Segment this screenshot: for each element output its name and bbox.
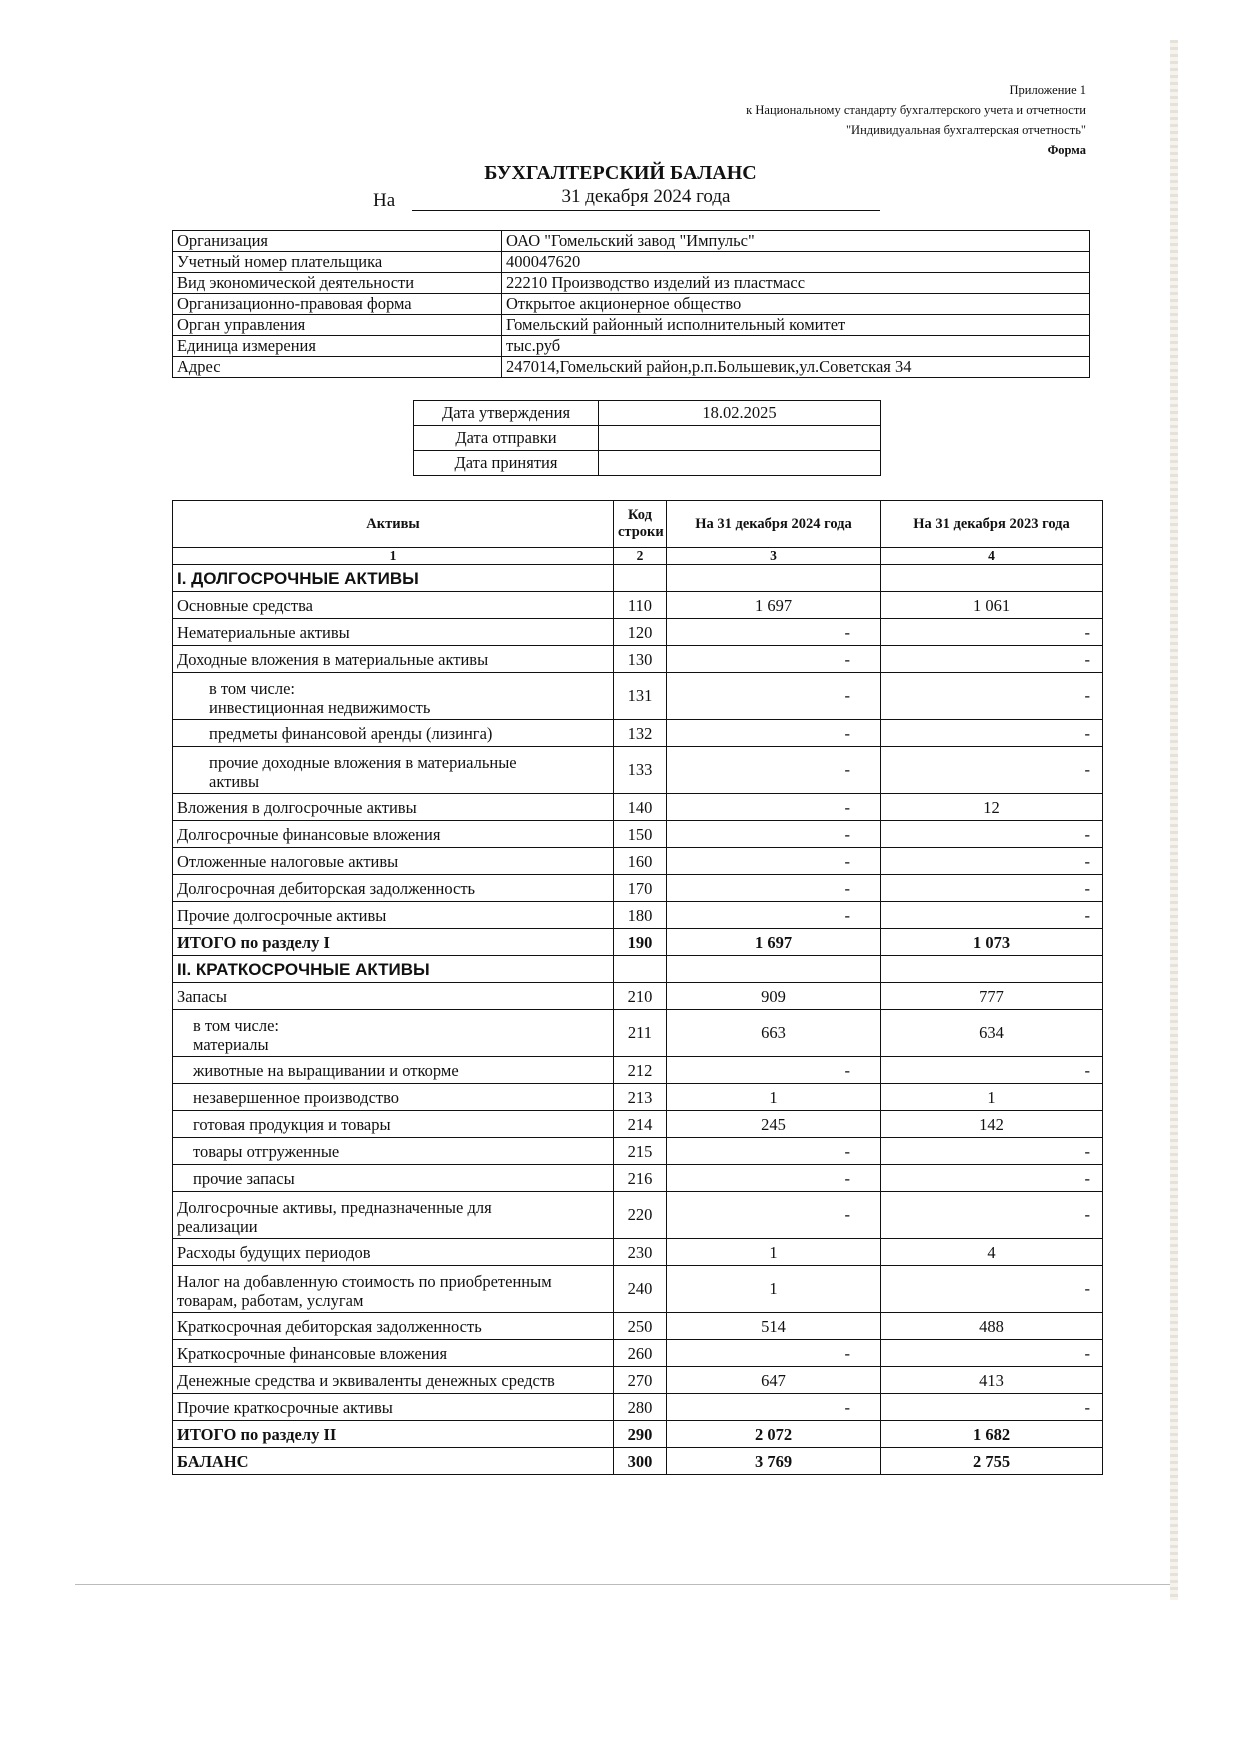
info-label: Вид экономической деятельности xyxy=(173,273,502,294)
row-code: 212 xyxy=(614,1057,667,1084)
balance-row xyxy=(173,821,1103,848)
header-2024: На 31 декабря 2024 года xyxy=(667,501,881,548)
info-row xyxy=(173,315,1090,336)
balance-row xyxy=(173,875,1103,902)
value-2024: 1 xyxy=(667,1266,881,1313)
row-code: 220 xyxy=(614,1192,667,1239)
total-row xyxy=(173,1448,1103,1475)
row-name: ИТОГО по разделу II xyxy=(177,1424,337,1444)
row-code: 140 xyxy=(614,794,667,821)
value-2023: - xyxy=(881,1340,1103,1367)
date-row xyxy=(414,401,881,426)
info-value: 22210 Производство изделий из пластмасс xyxy=(502,273,1090,294)
column-number: 2 xyxy=(614,548,667,565)
row-code: 180 xyxy=(614,902,667,929)
row-name: Запасы xyxy=(177,986,227,1006)
row-name: Основные средства xyxy=(177,595,313,615)
row-code: 120 xyxy=(614,619,667,646)
value-2023 xyxy=(881,956,1103,983)
value-2024: - xyxy=(667,1192,881,1239)
value-2024: - xyxy=(667,747,881,794)
row-name: товары отгруженные xyxy=(193,1141,340,1161)
row-code: 250 xyxy=(614,1313,667,1340)
annex-line-4: Форма xyxy=(1047,143,1086,157)
row-code: 270 xyxy=(614,1367,667,1394)
balance-row xyxy=(173,983,1103,1010)
row-code: 240 xyxy=(614,1266,667,1313)
value-2024: 909 xyxy=(667,983,881,1010)
value-2024 xyxy=(667,956,881,983)
info-label: Единица измерения xyxy=(173,336,502,357)
balance-table xyxy=(172,500,1103,1475)
value-2024 xyxy=(667,565,881,592)
value-2024: 1 697 xyxy=(667,592,881,619)
row-code: 260 xyxy=(614,1340,667,1367)
value-2023: - xyxy=(881,848,1103,875)
row-code: 133 xyxy=(614,747,667,794)
row-code xyxy=(614,956,667,983)
scan-edge xyxy=(1170,40,1178,1600)
balance-row xyxy=(173,902,1103,929)
info-label: Организация xyxy=(173,231,502,252)
row-name: Денежные средства и эквиваленты денежных средств xyxy=(177,1370,555,1390)
balance-row xyxy=(173,1165,1103,1192)
info-value: тыс.руб xyxy=(502,336,1090,357)
value-2024: 663 xyxy=(667,1010,881,1057)
value-2024: 1 xyxy=(667,1084,881,1111)
row-name-cell xyxy=(173,1084,614,1111)
value-2023: - xyxy=(881,646,1103,673)
row-name-cell xyxy=(173,1138,614,1165)
value-2024: - xyxy=(667,720,881,747)
row-name-cell xyxy=(173,1266,614,1313)
row-name: активы xyxy=(209,772,260,791)
value-2023: 12 xyxy=(881,794,1103,821)
row-name-cell xyxy=(173,1367,614,1394)
value-2024: - xyxy=(667,794,881,821)
row-code: 214 xyxy=(614,1111,667,1138)
value-2023: - xyxy=(881,875,1103,902)
row-code: 170 xyxy=(614,875,667,902)
row-name-cell xyxy=(173,983,614,1010)
balance-row xyxy=(173,720,1103,747)
balance-row xyxy=(173,794,1103,821)
info-row xyxy=(173,336,1090,357)
date-label: Дата отправки xyxy=(414,426,599,451)
row-name: Краткосрочная дебиторская задолженность xyxy=(177,1316,482,1336)
value-2023: 1 682 xyxy=(881,1421,1103,1448)
row-code: 190 xyxy=(614,929,667,956)
balance-row xyxy=(173,848,1103,875)
annex-line-3: "Индивидуальная бухгалтерская отчетность" xyxy=(845,123,1086,137)
value-2023: 4 xyxy=(881,1239,1103,1266)
row-name: предметы финансовой аренды (лизинга) xyxy=(209,723,493,743)
row-name: Расходы будущих периодов xyxy=(177,1242,371,1262)
row-name: готовая продукция и товары xyxy=(193,1114,391,1134)
row-code: 280 xyxy=(614,1394,667,1421)
total-row xyxy=(173,929,1103,956)
value-2024: - xyxy=(667,821,881,848)
value-2023: - xyxy=(881,1057,1103,1084)
balance-row xyxy=(173,1138,1103,1165)
row-name-cell xyxy=(173,902,614,929)
balance-row xyxy=(173,1084,1103,1111)
header-2023: На 31 декабря 2023 года xyxy=(881,501,1103,548)
balance-row xyxy=(173,619,1103,646)
row-name-cell xyxy=(173,821,614,848)
value-2024: 647 xyxy=(667,1367,881,1394)
date-value xyxy=(599,451,881,476)
row-name-prefix: в том числе: xyxy=(193,1016,280,1035)
total-row xyxy=(173,1421,1103,1448)
annex-line-1: Приложение 1 xyxy=(1009,83,1086,97)
row-name-cell xyxy=(173,794,614,821)
info-row xyxy=(173,357,1090,378)
balance-row xyxy=(173,1394,1103,1421)
value-2023: - xyxy=(881,747,1103,794)
row-name-cell xyxy=(173,673,614,720)
row-name-cell xyxy=(173,1394,614,1421)
info-value: 400047620 xyxy=(502,252,1090,273)
info-row xyxy=(173,252,1090,273)
balance-row xyxy=(173,1340,1103,1367)
row-name-cell xyxy=(173,1010,614,1057)
row-name-cell xyxy=(173,1057,614,1084)
row-name: Прочие краткосрочные активы xyxy=(177,1397,393,1417)
row-code: 132 xyxy=(614,720,667,747)
row-code: 290 xyxy=(614,1421,667,1448)
value-2023: - xyxy=(881,1266,1103,1313)
value-2024: 245 xyxy=(667,1111,881,1138)
balance-row xyxy=(173,592,1103,619)
row-name-cell xyxy=(173,565,614,592)
balance-header-row xyxy=(173,501,1103,548)
value-2024: - xyxy=(667,673,881,720)
date-row xyxy=(414,451,881,476)
row-name: Краткосрочные финансовые вложения xyxy=(177,1343,448,1363)
annex-line-2: к Национальному стандарту бухгалтерского учета и отчетности xyxy=(746,103,1086,117)
value-2024: 1 697 xyxy=(667,929,881,956)
row-name: Прочие долгосрочные активы xyxy=(177,905,387,925)
row-name-prefix: Налог на добавленную стоимость по приобретенным xyxy=(177,1272,552,1291)
value-2023: - xyxy=(881,619,1103,646)
value-2024: - xyxy=(667,902,881,929)
organization-info-table xyxy=(172,230,1090,378)
balance-row xyxy=(173,646,1103,673)
row-name: I. ДОЛГОСРОЧНЫЕ АКТИВЫ xyxy=(177,568,419,588)
info-row xyxy=(173,294,1090,315)
balance-row xyxy=(173,1057,1103,1084)
info-label: Организационно-правовая форма xyxy=(173,294,502,315)
value-2023: - xyxy=(881,902,1103,929)
row-name-cell xyxy=(173,1340,614,1367)
row-code: 131 xyxy=(614,673,667,720)
row-name: реализации xyxy=(177,1217,258,1236)
column-number: 1 xyxy=(173,548,614,565)
value-2023: 413 xyxy=(881,1367,1103,1394)
row-code: 150 xyxy=(614,821,667,848)
info-row xyxy=(173,231,1090,252)
row-name: Отложенные налоговые активы xyxy=(177,851,399,871)
row-name: Вложения в долгосрочные активы xyxy=(177,797,417,817)
column-numbers-row xyxy=(173,548,1103,565)
row-name-cell xyxy=(173,619,614,646)
value-2024: 514 xyxy=(667,1313,881,1340)
value-2023 xyxy=(881,565,1103,592)
value-2024: 2 072 xyxy=(667,1421,881,1448)
row-name-cell xyxy=(173,1192,614,1239)
value-2023: 777 xyxy=(881,983,1103,1010)
row-code: 160 xyxy=(614,848,667,875)
balance-row xyxy=(173,673,1103,720)
row-name-cell xyxy=(173,1421,614,1448)
row-code: 230 xyxy=(614,1239,667,1266)
row-name: животные на выращивании и откорме xyxy=(193,1060,459,1080)
date-value xyxy=(599,426,881,451)
balance-row xyxy=(173,747,1103,794)
balance-row xyxy=(173,1010,1103,1057)
value-2023: - xyxy=(881,1394,1103,1421)
row-name-cell xyxy=(173,848,614,875)
report-date: 31 декабря 2024 года xyxy=(412,184,880,211)
column-number: 3 xyxy=(667,548,881,565)
row-code: 210 xyxy=(614,983,667,1010)
balance-row xyxy=(173,1111,1103,1138)
info-label: Учетный номер плательщика xyxy=(173,252,502,273)
value-2024: - xyxy=(667,1340,881,1367)
row-name-cell xyxy=(173,747,614,794)
page-bottom-rule xyxy=(75,1584,1170,1585)
value-2024: - xyxy=(667,1165,881,1192)
row-name: товарам, работам, услугам xyxy=(177,1291,364,1310)
row-code: 130 xyxy=(614,646,667,673)
info-value: 247014,Гомельский район,р.п.Большевик,ул.Советская 34 xyxy=(502,357,1090,378)
row-code: 110 xyxy=(614,592,667,619)
value-2023: 1 061 xyxy=(881,592,1103,619)
row-name: Доходные вложения в материальные активы xyxy=(177,649,489,669)
row-name: Долгосрочная дебиторская задолженность xyxy=(177,878,476,898)
value-2023: - xyxy=(881,673,1103,720)
balance-row xyxy=(173,1239,1103,1266)
section-row xyxy=(173,956,1103,983)
row-name-cell xyxy=(173,1448,614,1475)
value-2023: 634 xyxy=(881,1010,1103,1057)
row-name-prefix: прочие доходные вложения в материальные xyxy=(209,753,517,772)
row-name-cell xyxy=(173,929,614,956)
row-name: ИТОГО по разделу I xyxy=(177,932,330,952)
info-value: Гомельский районный исполнительный комитет xyxy=(502,315,1090,336)
row-code: 216 xyxy=(614,1165,667,1192)
value-2024: 1 xyxy=(667,1239,881,1266)
value-2024: - xyxy=(667,875,881,902)
dates-table xyxy=(413,400,881,476)
row-name-cell xyxy=(173,720,614,747)
section-row xyxy=(173,565,1103,592)
row-name: незавершенное производство xyxy=(193,1087,400,1107)
value-2024: - xyxy=(667,646,881,673)
row-name-cell xyxy=(173,875,614,902)
row-code: 300 xyxy=(614,1448,667,1475)
row-name-cell xyxy=(173,646,614,673)
value-2024: - xyxy=(667,1138,881,1165)
value-2023: - xyxy=(881,1165,1103,1192)
column-number: 4 xyxy=(881,548,1103,565)
row-name-cell xyxy=(173,956,614,983)
row-name-prefix: Долгосрочные активы, предназначенные для xyxy=(177,1198,492,1217)
row-name-cell xyxy=(173,1313,614,1340)
document-title: БУХГАЛТЕРСКИЙ БАЛАНС xyxy=(484,162,757,184)
annex-note xyxy=(746,80,1086,160)
row-name: материалы xyxy=(193,1035,269,1054)
date-value: 18.02.2025 xyxy=(599,401,881,426)
row-name: Долгосрочные финансовые вложения xyxy=(177,824,441,844)
info-value: ОАО "Гомельский завод "Импульс" xyxy=(502,231,1090,252)
value-2024: - xyxy=(667,619,881,646)
row-name-cell xyxy=(173,1239,614,1266)
date-label: Дата принятия xyxy=(414,451,599,476)
value-2024: - xyxy=(667,1394,881,1421)
value-2023: - xyxy=(881,1138,1103,1165)
row-code: 215 xyxy=(614,1138,667,1165)
row-code: 211 xyxy=(614,1010,667,1057)
value-2023: 1 073 xyxy=(881,929,1103,956)
date-prefix: На xyxy=(373,190,396,211)
value-2024: - xyxy=(667,848,881,875)
row-code: 213 xyxy=(614,1084,667,1111)
info-label: Орган управления xyxy=(173,315,502,336)
header-assets: Активы xyxy=(173,501,614,548)
value-2024: 3 769 xyxy=(667,1448,881,1475)
value-2023: - xyxy=(881,1192,1103,1239)
row-name: БАЛАНС xyxy=(177,1451,249,1471)
balance-row xyxy=(173,1313,1103,1340)
row-name: прочие запасы xyxy=(193,1168,295,1188)
row-name-cell xyxy=(173,592,614,619)
value-2024: - xyxy=(667,1057,881,1084)
balance-row xyxy=(173,1266,1103,1313)
value-2023: 142 xyxy=(881,1111,1103,1138)
value-2023: 2 755 xyxy=(881,1448,1103,1475)
row-name: II. КРАТКОСРОЧНЫЕ АКТИВЫ xyxy=(177,959,430,979)
header-code: Код строки xyxy=(614,501,667,548)
info-value: Открытое акционерное общество xyxy=(502,294,1090,315)
row-name-cell xyxy=(173,1165,614,1192)
info-row xyxy=(173,273,1090,294)
balance-row xyxy=(173,1367,1103,1394)
date-label: Дата утверждения xyxy=(414,401,599,426)
date-row xyxy=(414,426,881,451)
row-name-cell xyxy=(173,1111,614,1138)
row-code xyxy=(614,565,667,592)
value-2023: - xyxy=(881,720,1103,747)
balance-row xyxy=(173,1192,1103,1239)
row-name-prefix: в том числе: xyxy=(209,679,296,698)
row-name: инвестиционная недвижимость xyxy=(209,698,431,717)
value-2023: 1 xyxy=(881,1084,1103,1111)
info-label: Адрес xyxy=(173,357,502,378)
value-2023: - xyxy=(881,821,1103,848)
value-2023: 488 xyxy=(881,1313,1103,1340)
row-name: Нематериальные активы xyxy=(177,622,350,642)
